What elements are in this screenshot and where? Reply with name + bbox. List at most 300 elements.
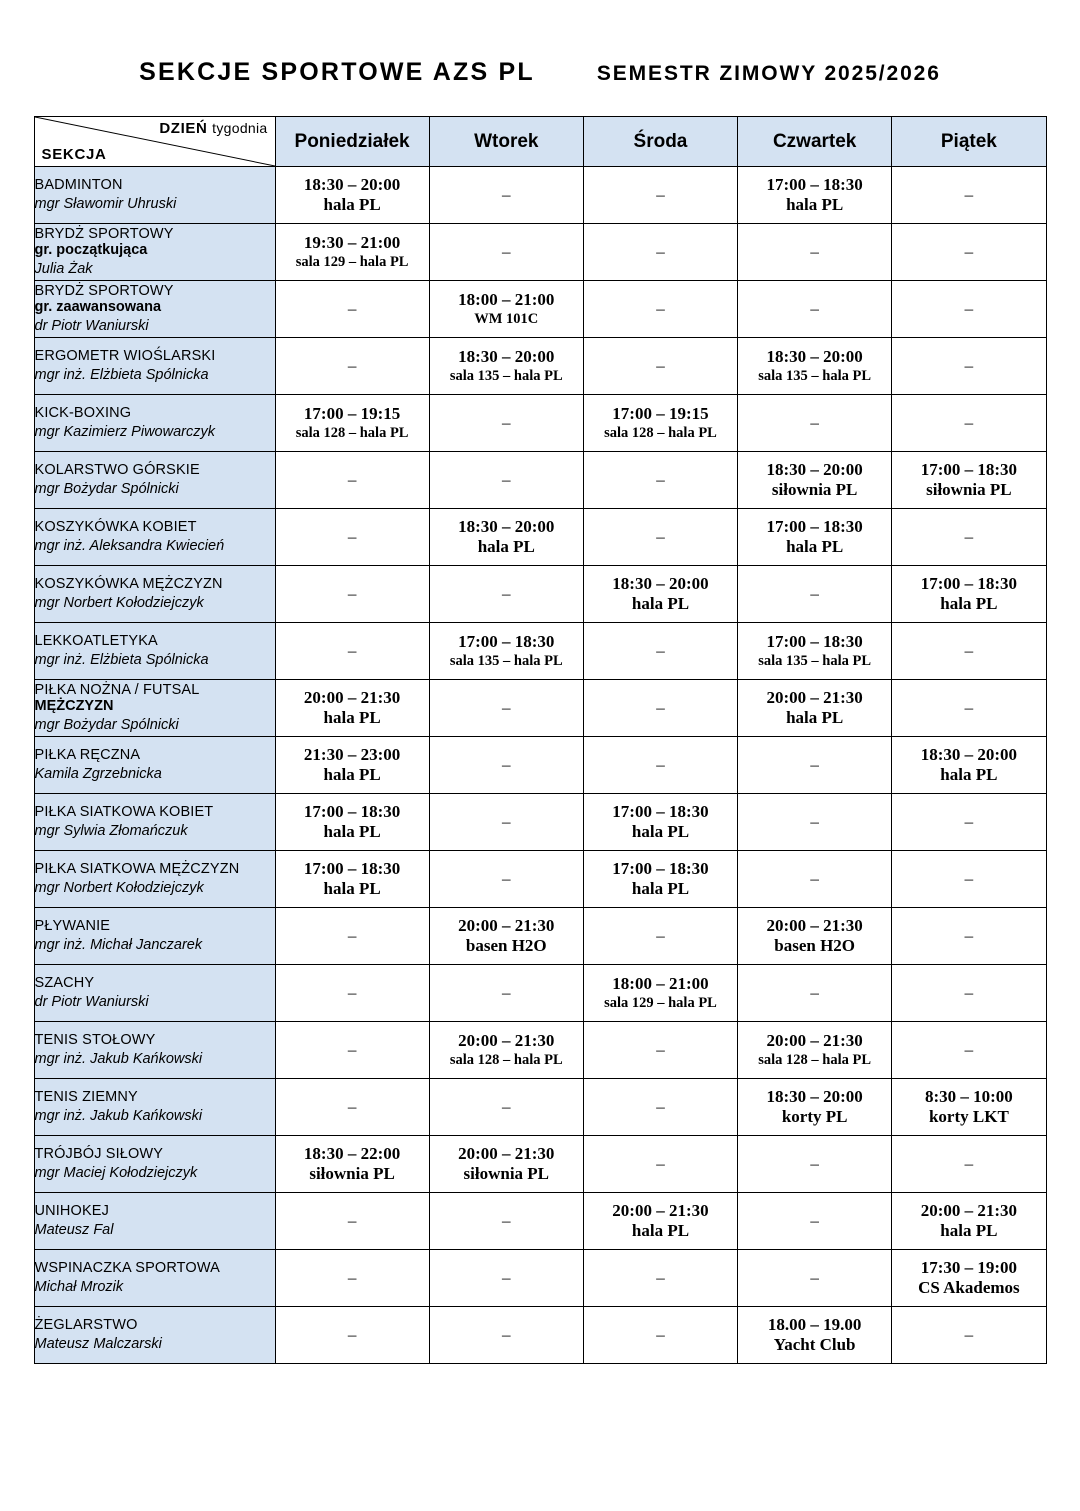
schedule-cell [275, 1022, 429, 1079]
section-instructor: Mateusz Fal [34, 1221, 114, 1238]
slot-location: hala PL [786, 537, 844, 556]
empty-slot-mark: – [964, 527, 974, 546]
empty-slot-mark: – [810, 413, 819, 432]
schedule-cell [583, 224, 737, 281]
schedule-cell [429, 1136, 583, 1193]
schedule-cell [583, 680, 737, 737]
schedule-cell [892, 908, 1046, 965]
section-instructor: mgr Bożydar Spólnicki [34, 717, 179, 734]
schedule-cell [275, 1136, 429, 1193]
schedule-cell [892, 851, 1046, 908]
schedule-cell [738, 1193, 892, 1250]
schedule-cell [583, 908, 737, 965]
table-row [34, 1307, 1046, 1364]
section-cell [34, 1079, 275, 1136]
slot-location: siłownia PL [309, 1164, 395, 1183]
slot-time: 17:00 – 18:30 [303, 858, 401, 878]
schedule-cell [429, 566, 583, 623]
slot-location: sala 128 – hala PL [758, 1051, 872, 1068]
schedule-cell [275, 167, 429, 224]
empty-slot-mark: – [502, 812, 511, 831]
schedule-cell [738, 452, 892, 509]
empty-slot-mark: – [656, 185, 665, 204]
table-row [34, 1250, 1046, 1307]
schedule-cell [429, 167, 583, 224]
schedule-cell [583, 623, 737, 680]
slot-time: 18:30 – 20:00 [303, 174, 401, 194]
schedule-cell [892, 509, 1046, 566]
empty-slot-mark: – [347, 299, 357, 318]
empty-slot-mark: – [810, 755, 819, 774]
section-cell [34, 1307, 275, 1364]
empty-slot-mark: – [502, 1211, 511, 1230]
empty-slot-mark: – [502, 584, 511, 603]
section-cell [34, 908, 275, 965]
corner-day-text: DZIEŃ [159, 120, 208, 137]
section-instructor: mgr inż. Jakub Kańkowski [34, 1050, 203, 1067]
empty-slot-mark: – [964, 926, 974, 945]
section-instructor: Mateusz Malczarski [34, 1335, 162, 1352]
slot-location: Yacht Club [773, 1335, 856, 1354]
schedule-cell [429, 908, 583, 965]
section-instructor: mgr Maciej Kołodziejczyk [34, 1164, 198, 1181]
slot-time: 20:00 – 21:30 [458, 1031, 555, 1051]
empty-slot-mark: – [810, 983, 819, 1002]
section-name: KOLARSTWO GÓRSKIE [34, 462, 200, 479]
slot-location: hala PL [786, 195, 844, 214]
empty-slot-mark: – [656, 755, 665, 774]
schedule-cell [275, 338, 429, 395]
slot-time: 20:00 – 21:30 [303, 687, 401, 707]
schedule-cell [275, 623, 429, 680]
schedule-cell [429, 395, 583, 452]
slot-location: CS Akademos [918, 1278, 1020, 1297]
empty-slot-mark: – [810, 812, 819, 831]
schedule-cell [583, 395, 737, 452]
slot-time: 17:00 – 19:15 [612, 404, 709, 424]
empty-slot-mark: – [964, 698, 974, 717]
section-name: PŁYWANIE [34, 918, 111, 935]
empty-slot-mark: – [502, 869, 511, 888]
slot-location: hala PL [323, 195, 381, 214]
section-cell [34, 794, 275, 851]
section-name: TENIS STOŁOWY [34, 1032, 156, 1049]
schedule-cell [275, 680, 429, 737]
empty-slot-mark: – [347, 584, 357, 603]
empty-slot-mark: – [502, 698, 511, 717]
slot-time: 20:00 – 21:30 [458, 915, 555, 935]
empty-slot-mark: – [964, 1325, 974, 1344]
schedule-cell [583, 566, 737, 623]
section-name: ŻEGLARSTWO [34, 1317, 138, 1334]
empty-slot-mark: – [810, 584, 819, 603]
schedule-table [34, 116, 1047, 1364]
slot-time: 18:30 – 20:00 [458, 347, 555, 367]
schedule-cell [275, 281, 429, 338]
empty-slot-mark: – [502, 1097, 511, 1116]
slot-location: sala 135 – hala PL [449, 367, 563, 384]
section-name: SZACHY [34, 975, 95, 992]
corner-section-label: SEKCJA [41, 146, 107, 163]
schedule-cell [738, 851, 892, 908]
empty-slot-mark: – [502, 1325, 511, 1344]
corner-header-cell [34, 117, 275, 167]
slot-location: siłownia PL [771, 480, 858, 499]
schedule-cell [892, 395, 1046, 452]
schedule-cell [583, 509, 737, 566]
schedule-cell [583, 1022, 737, 1079]
table-row [34, 167, 1046, 224]
slot-time: 17:00 – 18:30 [303, 801, 401, 821]
section-name: KICK-BOXING [34, 405, 132, 422]
empty-slot-mark: – [656, 242, 665, 261]
section-name: TENIS ZIEMNY [34, 1089, 138, 1106]
section-subname: MĘŻCZYZN [34, 698, 114, 715]
schedule-cell [583, 1079, 737, 1136]
slot-time: 20:00 – 21:30 [766, 687, 863, 707]
table-row [34, 794, 1046, 851]
empty-slot-mark: – [656, 470, 665, 489]
empty-slot-mark: – [502, 983, 511, 1002]
schedule-cell [583, 851, 737, 908]
schedule-cell [429, 1307, 583, 1364]
page-subtitle: SEMESTR ZIMOWY 2025/2026 [596, 62, 941, 85]
schedule-cell [583, 794, 737, 851]
slot-time: 17:00 – 18:30 [920, 573, 1018, 593]
schedule-cell [429, 1193, 583, 1250]
schedule-cell [892, 623, 1046, 680]
schedule-cell [429, 1079, 583, 1136]
slot-location: WM 101C [474, 310, 539, 327]
section-name: BRYDŻ SPORTOWY [34, 282, 174, 299]
slot-location: sala 129 – hala PL [295, 253, 409, 270]
slot-location: hala PL [940, 594, 998, 613]
schedule-cell [892, 680, 1046, 737]
schedule-cell [892, 338, 1046, 395]
schedule-cell [892, 566, 1046, 623]
section-subname: gr. początkująca [34, 242, 148, 259]
empty-slot-mark: – [964, 1040, 974, 1059]
schedule-cell [892, 1193, 1046, 1250]
empty-slot-mark: – [810, 869, 819, 888]
section-subname: gr. zaawansowana [34, 299, 162, 316]
schedule-cell [738, 908, 892, 965]
slot-location: hala PL [323, 822, 381, 841]
schedule-cell [583, 1307, 737, 1364]
schedule-cell [583, 1193, 737, 1250]
schedule-cell [738, 1136, 892, 1193]
table-row [34, 851, 1046, 908]
slot-location: hala PL [631, 879, 690, 898]
slot-time: 20:00 – 21:30 [766, 1031, 863, 1051]
empty-slot-mark: – [656, 698, 665, 717]
schedule-cell [429, 1022, 583, 1079]
slot-location: sala 128 – hala PL [604, 424, 717, 441]
slot-location: sala 128 – hala PL [295, 424, 409, 441]
schedule-cell [275, 1250, 429, 1307]
empty-slot-mark: – [964, 1154, 974, 1173]
table-row [34, 1022, 1046, 1079]
schedule-cell [275, 794, 429, 851]
empty-slot-mark: – [502, 185, 511, 204]
schedule-cell [738, 1022, 892, 1079]
empty-slot-mark: – [656, 1325, 665, 1344]
section-cell [34, 1022, 275, 1079]
schedule-cell [275, 509, 429, 566]
schedule-cell [738, 623, 892, 680]
slot-location: siłownia PL [926, 480, 1012, 499]
empty-slot-mark: – [347, 1211, 357, 1230]
slot-location: hala PL [940, 765, 998, 784]
schedule-cell [429, 509, 583, 566]
schedule-cell [429, 224, 583, 281]
schedule-cell [429, 1250, 583, 1307]
schedule-cell [429, 281, 583, 338]
slot-time: 18.00 – 19.00 [767, 1314, 862, 1334]
table-row [34, 1193, 1046, 1250]
empty-slot-mark: – [656, 299, 665, 318]
slot-location: hala PL [323, 765, 381, 784]
schedule-cell [275, 1079, 429, 1136]
schedule-cell [892, 1136, 1046, 1193]
section-instructor: dr Piotr Waniurski [34, 318, 149, 335]
empty-slot-mark: – [347, 470, 357, 489]
empty-slot-mark: – [964, 299, 974, 318]
schedule-cell [738, 566, 892, 623]
table-row [34, 566, 1046, 623]
slot-time: 18:30 – 20:00 [612, 573, 709, 593]
slot-location: sala 135 – hala PL [758, 652, 872, 669]
empty-slot-mark: – [810, 299, 819, 318]
schedule-cell [892, 737, 1046, 794]
empty-slot-mark: – [964, 185, 974, 204]
slot-location: hala PL [631, 594, 690, 613]
day-header-thursday: Czwartek [738, 117, 892, 167]
empty-slot-mark: – [502, 242, 511, 261]
section-cell [34, 338, 275, 395]
table-row [34, 1136, 1046, 1193]
section-cell [34, 281, 275, 338]
schedule-cell [429, 623, 583, 680]
section-instructor: Kamila Zgrzebnicka [34, 765, 162, 782]
table-row [34, 623, 1046, 680]
empty-slot-mark: – [347, 926, 357, 945]
schedule-cell [275, 395, 429, 452]
slot-time: 17:00 – 18:30 [612, 858, 709, 878]
slot-time: 18:00 – 21:00 [458, 290, 555, 310]
section-cell [34, 1136, 275, 1193]
empty-slot-mark: – [656, 527, 665, 546]
schedule-cell [275, 908, 429, 965]
schedule-cell [738, 167, 892, 224]
slot-location: sala 135 – hala PL [758, 367, 872, 384]
table-header-row [34, 117, 1046, 167]
slot-location: sala 128 – hala PL [449, 1051, 563, 1068]
schedule-cell [275, 1193, 429, 1250]
section-instructor: mgr Sławomir Uhruski [34, 195, 177, 212]
schedule-cell [275, 965, 429, 1022]
slot-time: 8:30 – 10:00 [924, 1086, 1013, 1106]
schedule-cell [892, 1307, 1046, 1364]
slot-time: 20:00 – 21:30 [920, 1200, 1018, 1220]
empty-slot-mark: – [964, 356, 974, 375]
schedule-cell [738, 1250, 892, 1307]
section-cell [34, 167, 275, 224]
section-cell [34, 623, 275, 680]
slot-location: sala 135 – hala PL [449, 652, 563, 669]
empty-slot-mark: – [964, 242, 974, 261]
corner-day-label [159, 120, 267, 137]
schedule-cell [583, 965, 737, 1022]
section-name: WSPINACZKA SPORTOWA [34, 1260, 220, 1277]
section-name: UNIHOKEJ [34, 1203, 110, 1220]
slot-location: hala PL [323, 708, 381, 727]
table-row [34, 224, 1046, 281]
slot-location: siłownia PL [463, 1164, 550, 1183]
empty-slot-mark: – [347, 1040, 357, 1059]
schedule-cell [275, 737, 429, 794]
empty-slot-mark: – [810, 242, 819, 261]
section-name: LEKKOATLETYKA [34, 633, 158, 650]
table-row [34, 908, 1046, 965]
slot-location: hala PL [631, 1221, 690, 1240]
slot-time: 18:30 – 20:00 [920, 744, 1018, 764]
table-row [34, 1079, 1046, 1136]
schedule-cell [583, 1250, 737, 1307]
empty-slot-mark: – [810, 1268, 819, 1287]
empty-slot-mark: – [347, 1097, 357, 1116]
slot-time: 17:00 – 18:30 [766, 632, 863, 652]
empty-slot-mark: – [656, 1040, 665, 1059]
section-cell [34, 851, 275, 908]
section-instructor: mgr Norbert Kołodziejczyk [34, 879, 204, 896]
day-header-tuesday: Wtorek [429, 117, 583, 167]
schedule-cell [738, 965, 892, 1022]
section-cell [34, 566, 275, 623]
empty-slot-mark: – [810, 1154, 819, 1173]
slot-location: sala 129 – hala PL [604, 994, 717, 1011]
schedule-cell [892, 281, 1046, 338]
section-cell [34, 224, 275, 281]
slot-time: 17:00 – 18:30 [920, 459, 1018, 479]
empty-slot-mark: – [502, 1268, 511, 1287]
slot-time: 17:00 – 18:30 [612, 801, 709, 821]
section-instructor: mgr Kazimierz Piwowarczyk [34, 423, 215, 440]
slot-location: hala PL [786, 708, 844, 727]
schedule-cell [738, 509, 892, 566]
table-row [34, 509, 1046, 566]
empty-slot-mark: – [502, 470, 511, 489]
schedule-cell [892, 965, 1046, 1022]
schedule-cell [429, 737, 583, 794]
document-header [0, 0, 1080, 87]
schedule-body [34, 167, 1046, 1364]
section-instructor: mgr inż. Jakub Kańkowski [34, 1107, 203, 1124]
schedule-cell [738, 338, 892, 395]
empty-slot-mark: – [810, 1211, 819, 1230]
slot-location: basen H2O [774, 936, 856, 955]
slot-location: korty PL [781, 1107, 848, 1126]
schedule-cell [892, 167, 1046, 224]
slot-time: 18:30 – 20:00 [766, 347, 863, 367]
empty-slot-mark: – [502, 413, 511, 432]
page-title: SEKCJE SPORTOWE AZS PL [139, 58, 535, 86]
schedule-cell [892, 1079, 1046, 1136]
schedule-cell [583, 281, 737, 338]
slot-time: 20:00 – 21:30 [612, 1200, 709, 1220]
schedule-cell [892, 1022, 1046, 1079]
empty-slot-mark: – [964, 812, 974, 831]
section-name: KOSZYKÓWKA KOBIET [34, 519, 197, 536]
schedule-cell [738, 281, 892, 338]
slot-location: hala PL [940, 1221, 998, 1240]
section-name: KOSZYKÓWKA MĘŻCZYZN [34, 576, 223, 593]
slot-time: 18:30 – 22:00 [303, 1143, 401, 1163]
slot-location: hala PL [323, 879, 381, 898]
table-row [34, 281, 1046, 338]
slot-time: 18:30 – 20:00 [766, 459, 863, 479]
slot-location: korty LKT [928, 1107, 1009, 1126]
schedule-cell [429, 338, 583, 395]
schedule-cell [275, 224, 429, 281]
section-instructor: mgr inż. Michał Janczarek [34, 936, 203, 953]
empty-slot-mark: – [347, 1268, 357, 1287]
empty-slot-mark: – [656, 926, 665, 945]
slot-time: 18:30 – 20:00 [766, 1086, 863, 1106]
section-cell [34, 452, 275, 509]
section-instructor: mgr inż. Elżbieta Spólnicka [34, 651, 209, 668]
table-row [34, 680, 1046, 737]
table-row [34, 338, 1046, 395]
section-cell [34, 680, 275, 737]
slot-time: 19:30 – 21:00 [303, 233, 401, 253]
section-name: PIŁKA RĘCZNA [34, 747, 141, 764]
slot-location: hala PL [631, 822, 690, 841]
slot-time: 20:00 – 21:30 [458, 1143, 555, 1163]
section-cell [34, 1250, 275, 1307]
slot-location: hala PL [477, 537, 535, 556]
schedule-cell [429, 680, 583, 737]
empty-slot-mark: – [964, 413, 974, 432]
slot-location: basen H2O [465, 936, 547, 955]
empty-slot-mark: – [656, 1268, 665, 1287]
schedule-cell [738, 794, 892, 851]
schedule-cell [429, 452, 583, 509]
schedule-cell [892, 224, 1046, 281]
section-cell [34, 395, 275, 452]
schedule-cell [583, 452, 737, 509]
section-name: BADMINTON [34, 177, 123, 194]
empty-slot-mark: – [347, 641, 357, 660]
empty-slot-mark: – [656, 356, 665, 375]
schedule-cell [738, 737, 892, 794]
slot-time: 20:00 – 21:30 [766, 915, 863, 935]
schedule-cell [738, 1079, 892, 1136]
section-name: PIŁKA NOŻNA / FUTSAL [34, 681, 200, 698]
section-cell [34, 509, 275, 566]
section-cell [34, 737, 275, 794]
section-instructor: dr Piotr Waniurski [34, 993, 149, 1010]
slot-time: 17:00 – 18:30 [766, 516, 863, 536]
slot-time: 17:00 – 19:15 [303, 404, 401, 424]
section-cell [34, 965, 275, 1022]
table-row [34, 452, 1046, 509]
empty-slot-mark: – [964, 641, 974, 660]
empty-slot-mark: – [347, 356, 357, 375]
schedule-cell [275, 851, 429, 908]
slot-time: 18:30 – 20:00 [458, 516, 555, 536]
day-header-monday: Poniedziałek [275, 117, 429, 167]
